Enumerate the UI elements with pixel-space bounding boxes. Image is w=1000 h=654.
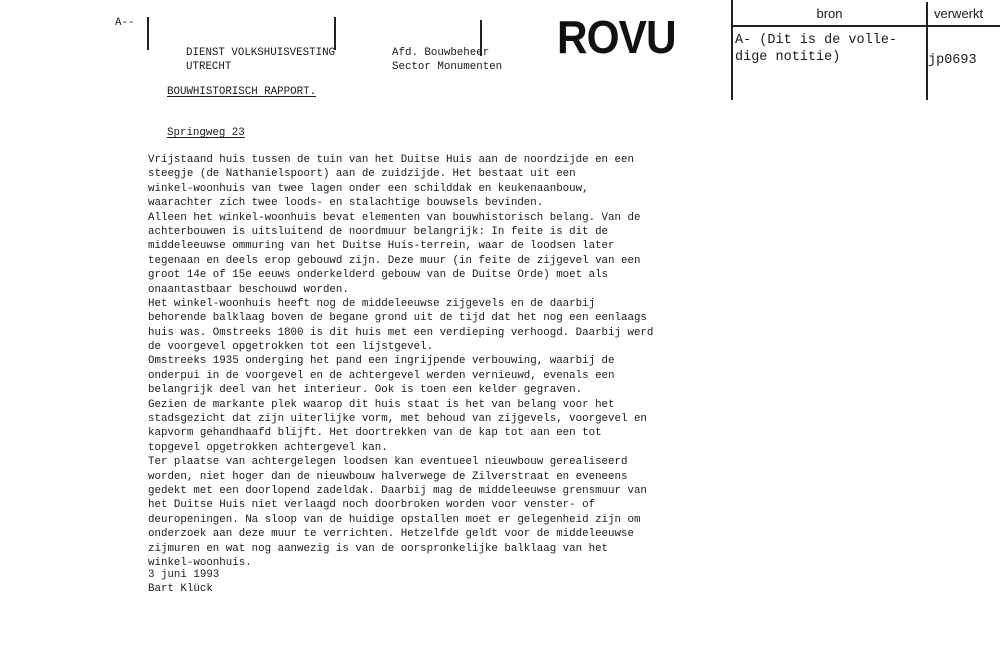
column-header-verwerkt: verwerkt [934, 6, 984, 21]
body-text-line: onderpui in de voorgevel en de achtergevel werden vernieuwd, evenals een [148, 369, 615, 382]
report-date: 3 juni 1993 [148, 569, 220, 581]
body-text-line: Het winkel-woonhuis heeft nog de middeleeuwse zijgevels en de daarbij [148, 297, 596, 310]
report-body [148, 153, 653, 570]
body-text-line: huis was. Omstreeks 1800 is dit huis met een verdieping verhoogd. Daarbij werd [148, 326, 654, 339]
address-heading: Springweg 23 [167, 127, 245, 139]
body-text-line: winkel-woonhuis van twee lagen onder een schilddak en keukenaanbouw, [148, 182, 589, 195]
table-border [731, 25, 1000, 27]
organization-name: DIENST VOLKSHUISVESTING [186, 47, 336, 59]
body-text-line: Omstreeks 1935 onderging het pand een ingrijpende verbouwing, waarbij de [148, 355, 615, 368]
source-note-line1: A- (Dit is de volle- [735, 33, 898, 48]
body-text-line: gedekt met een doorlopend zadeldak. Daarbij mag de middeleeuwse grensmuur van [148, 484, 647, 497]
body-text-line: Gezien de markante plek waarop dit huis staat is het van belang voor het [148, 398, 615, 411]
body-text-line: stadsgezicht dat zijn uiterlijke vorm, met behoud van zijgevels, voorgevel en [148, 413, 647, 426]
body-text-line: het Duitse Huis niet verlaagd noch doorbroken worden voor venster- of [148, 499, 596, 512]
body-text-line: deuropeningen. Na sloop van de huidige opstallen moet er gelegenheid zijn om [148, 513, 641, 526]
body-text-line: kapvorm gehandhaafd blijft. Het doortrekken van de kap tot aan een tot [148, 427, 602, 440]
document-marker: A-- [115, 17, 135, 29]
body-text-line: onaantastbaar beschouwd worden. [148, 283, 349, 296]
processed-code: jp0693 [928, 53, 977, 68]
body-text-line: belangrijk deel van het interieur. Ook is toen een kelder gegraven. [148, 384, 583, 397]
body-text-line: steegje (de Nathanielspoort) aan de zuidzijde. Het bestaat uit een [148, 168, 576, 181]
body-text-line: topgevel opgetrokken achtergevel kan. [148, 441, 388, 454]
body-text-line: Vrijstaand huis tussen de tuin van het Duitse Huis aan de noordzijde en een [148, 154, 634, 166]
body-text-line: tegenaan en deels erop gebouwd zijn. Deze muur (in feite de zijgevel van een [148, 254, 641, 267]
organization-city: UTRECHT [186, 61, 232, 73]
body-text-line: Alleen het winkel-woonhuis bevat elementen van bouwhistorisch belang. Van de [148, 211, 641, 224]
department-sector: Sector Monumenten [392, 61, 503, 73]
body-text-line: Ter plaatse van achtergelegen loodsen kan eventueel nieuwbouw gerealiseerd [148, 456, 628, 469]
report-title: BOUWHISTORISCH RAPPORT. [167, 86, 317, 98]
source-note-line2: dige notitie) [735, 50, 841, 65]
body-text-line: zijmuren en wat nog aanwezig is van de oorspronkelijke balklaag van het [148, 542, 609, 555]
body-text-line: worden, niet hoger dan de nieuwbouw halverwege de Zilverstraat en eveneens [148, 470, 628, 483]
body-text-line: de voorgevel opgetrokken tot een lijstgevel. [148, 341, 434, 354]
rovu-logo: ROVU [557, 11, 676, 63]
body-text-line: waarachter zich twee loods- en stalachtige bouwsels bevinden. [148, 197, 544, 210]
column-header-bron: bron [816, 6, 843, 21]
body-text-line: winkel-woonhuis. [148, 556, 252, 569]
divider [147, 17, 149, 50]
department-name: Afd. Bouwbeheer [392, 47, 490, 59]
body-text-line: groot 14e of 15e eeuws onderkelderd gebouw van de Duitse Orde) moet als [148, 269, 609, 282]
body-text-line: behorende balklaag boven de begane grond uit de tijd dat het nog een eenlaags [148, 312, 647, 325]
table-border [926, 2, 928, 100]
body-text-line: achterbouwen is uitsluitend de noordmuur belangrijk: In feite is dit de [148, 225, 609, 238]
body-text-line: onderzoek aan deze muur te verrichten. Hetzelfde geldt voor de middeleeuwse [148, 528, 634, 541]
report-author: Bart Klück [148, 583, 213, 595]
body-text-line: middeleeuwse ommuring van het Duitse Huis-terrein, waar de loodsen later [148, 240, 615, 253]
divider [334, 17, 336, 50]
